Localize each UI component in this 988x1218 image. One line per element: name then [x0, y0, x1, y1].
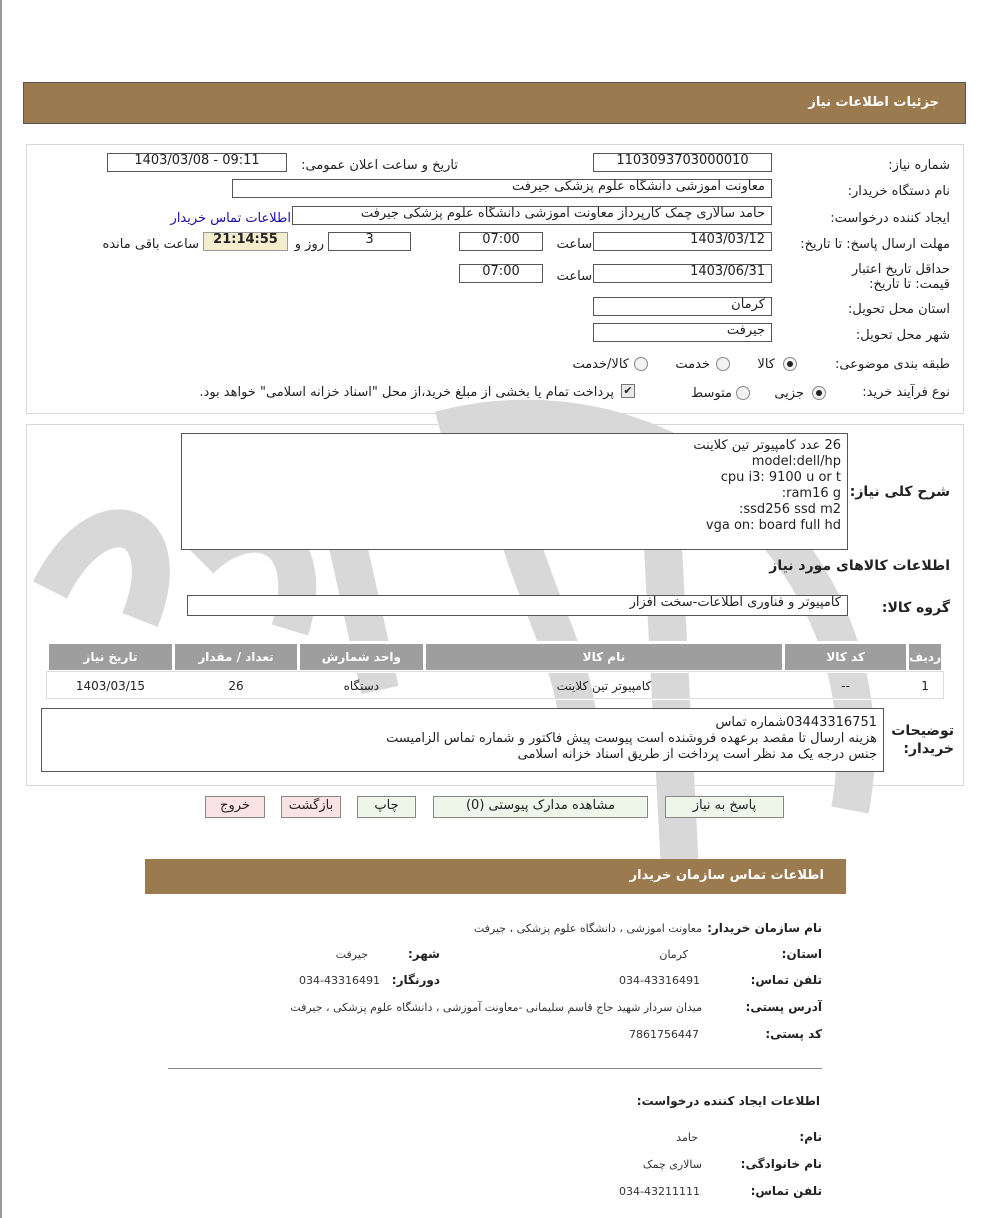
city-label: شهر محل تحویل: [855, 328, 950, 343]
remaining-label: ساعت باقی مانده [102, 237, 199, 252]
summary-textbox [181, 433, 848, 550]
announce-label: تاریخ و ساعت اعلان عمومی: [301, 158, 458, 173]
contact-fax-label: دورنگار: [391, 973, 440, 987]
price-validity-time-label: ساعت [556, 269, 592, 284]
goods-group-field: کامپیوتر و فناوری اطلاعات-سخت افزار [187, 595, 848, 616]
col-code: کد کالا [784, 643, 908, 672]
goods-info-title: اطلاعات کالاهای مورد نیاز [769, 558, 950, 574]
contact-city-value: جیرفت [335, 948, 368, 961]
process-option-medium: متوسط [691, 386, 732, 401]
category-option-service: خدمت [675, 357, 710, 372]
deadline-label: مهلت ارسال پاسخ: تا تاریخ: [800, 237, 950, 252]
col-qty: تعداد / مقدار [173, 643, 298, 672]
summary-line: 26 عدد کامپیوتر تین کلاینت [693, 438, 841, 453]
cell-code: -- [784, 672, 908, 700]
contact-header-bar [145, 859, 846, 894]
back-button[interactable]: بازگشت [281, 796, 341, 818]
attachments-button[interactable]: مشاهده مدارک پیوستی (0) [433, 796, 648, 818]
creator-field: حامد سالاری چمک کارپرداز معاونت آموزشی دانشگاه علوم پزشکی جیرفت [292, 206, 772, 225]
cell-unit: دستگاه [299, 672, 424, 700]
province-label: استان محل تحویل: [848, 302, 950, 317]
col-unit: واحد شمارش [299, 643, 424, 672]
cell-qty: 26 [173, 672, 298, 700]
contact-divider [168, 1068, 822, 1069]
days-field: 3 [328, 232, 411, 251]
col-row: ردیف [908, 643, 943, 672]
price-validity-date-field: 1403/06/31 [593, 264, 772, 283]
deadline-time-label: ساعت [556, 237, 592, 252]
contact-address-label: آدرس پستی: [745, 1000, 822, 1014]
details-header-bar [23, 82, 966, 124]
buyer-notes-label-1: توضیحات [891, 723, 954, 739]
col-name: نام کالا [424, 643, 784, 672]
goods-table-header [48, 643, 943, 672]
table-row [48, 672, 943, 700]
contact-header-title: اطلاعات تماس سازمان خریدار [629, 868, 824, 883]
contact-province-label: استان: [781, 947, 822, 961]
need-number-label: شماره نیاز: [888, 158, 950, 173]
goods-table [46, 641, 944, 700]
province-field: کرمان [593, 297, 772, 316]
price-validity-time-field: 07:00 [459, 264, 543, 283]
summary-line: ssd256 ssd m2: [739, 502, 841, 517]
creator-info-title: اطلاعات ایجاد کننده درخواست: [636, 1094, 820, 1108]
creator-phone-value: 034-43211111 [619, 1185, 700, 1198]
buyer-notes-textbox [41, 708, 884, 772]
city-field: جیرفت [593, 323, 772, 342]
buyer-org-label: نام دستگاه خریدار: [847, 184, 950, 199]
col-date: تاریخ نیاز [48, 643, 174, 672]
creator-phone-label: تلفن تماس: [750, 1184, 822, 1198]
deadline-date-field: 1403/03/12 [593, 232, 772, 251]
creator-family-label: نام خانوادگی: [740, 1157, 822, 1171]
price-validity-label: حداقل تاریخ اعتبار قیمت: تا تاریخ: [851, 262, 950, 292]
contact-postal-value: 7861756447 [629, 1028, 699, 1041]
creator-family-value: سالاری چمک [642, 1158, 702, 1171]
contact-fax-value: 034-43316491 [299, 974, 380, 987]
contact-phone-label: تلفن تماس: [750, 973, 822, 987]
summary-line: vga on: board full hd [705, 518, 841, 533]
process-radio-medium[interactable] [736, 386, 750, 400]
contact-org-label: نام سازمان خریدار: [707, 921, 822, 935]
process-option-minor: جزیی [774, 386, 804, 401]
contact-city-label: شهر: [408, 947, 440, 961]
buyer-note-line: 03443316751شماره تماس [715, 715, 877, 730]
category-option-goods-service: کالا/خدمت [572, 357, 629, 372]
cell-name: کامپیوتر تین کلاینت [424, 672, 784, 700]
cell-row: 1 [908, 672, 943, 700]
deadline-time-field: 07:00 [459, 232, 543, 251]
print-button[interactable]: چاپ [357, 796, 416, 818]
reply-button[interactable]: پاسخ به نیاز [665, 796, 784, 818]
contact-phone-value: 034-43316491 [619, 974, 700, 987]
days-label: روز و [294, 237, 324, 252]
buyer-notes-label-2: خریدار: [903, 741, 954, 757]
exit-button[interactable]: خروج [205, 796, 265, 818]
summary-label: شرح کلی نیاز: [849, 484, 950, 500]
summary-line: model:dell/hp [751, 454, 841, 469]
buyer-contact-link[interactable]: اطلاعات تماس خریدار [170, 211, 291, 226]
payment-checkbox[interactable]: ✔ [621, 384, 635, 398]
category-radio-service[interactable] [716, 357, 730, 371]
goods-group-label: گروه کالا: [881, 600, 950, 616]
remaining-timer: 21:14:55 [203, 232, 288, 251]
contact-org-value: معاونت اموزشی ، دانشگاه علوم پزشکی ، جیرفت [473, 922, 702, 935]
creator-name-value: حامد [676, 1131, 698, 1144]
contact-province-value: کرمان [659, 948, 688, 961]
process-label: نوع فرآیند خرید: [862, 385, 950, 400]
buyer-note-line: جنس درجه یک مد نظر است پرداخت از طریق اسناد خزانه اسلامی [517, 747, 877, 762]
category-option-goods: کالا [757, 357, 775, 372]
category-radio-goods-service[interactable] [634, 357, 648, 371]
page-left-border [0, 0, 2, 1218]
buyer-org-field: معاونت آموزشی دانشگاه علوم پزشکی جیرفت [232, 179, 772, 198]
category-label: طبقه بندی موضوعی: [834, 357, 950, 372]
category-radio-goods[interactable] [783, 357, 797, 371]
payment-note: پرداخت تمام یا بخشی از مبلغ خرید،از محل "اسناد خزانه اسلامی" خواهد بود. [199, 385, 614, 400]
contact-address-value: میدان سردار شهید حاج قاسم سلیمانی -معاونت آموزشی ، دانشگاه علوم پزشکی ، جیرفت [290, 1001, 702, 1014]
need-number-field: 1103093703000010 [593, 153, 772, 172]
process-radio-minor[interactable] [812, 386, 826, 400]
contact-postal-label: کد پستی: [765, 1027, 822, 1041]
summary-line: ram16 g: [781, 486, 841, 501]
cell-date: 1403/03/15 [48, 672, 174, 700]
buyer-note-line: هزینه ارسال تا مقصد برعهده فروشنده است پیوست پیش فاکتور و شماره تماس الزامیست [386, 731, 877, 746]
creator-name-label: نام: [799, 1130, 822, 1144]
announce-field: 1403/03/08 - 09:11 [107, 153, 287, 172]
details-header-title: جزئیات اطلاعات نیاز [808, 95, 939, 110]
summary-line: cpu i3: 9100 u or t [720, 470, 841, 485]
creator-label: ایجاد کننده درخواست: [830, 211, 950, 226]
